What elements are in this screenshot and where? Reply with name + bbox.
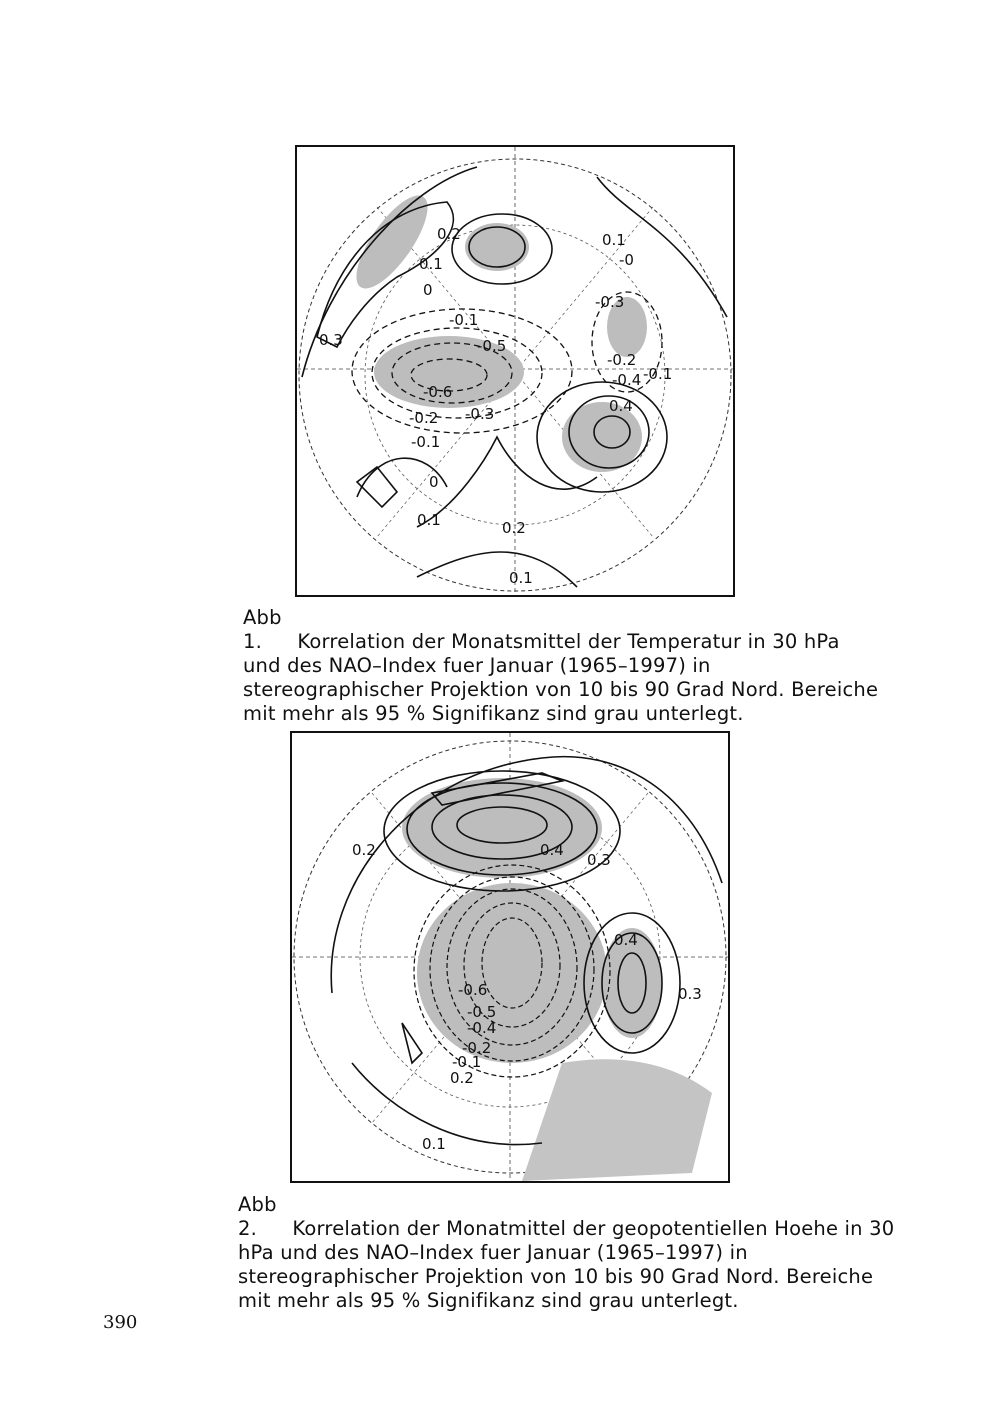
contour-label: -0.5 (467, 1003, 497, 1021)
contour-label: 0.1 (417, 511, 441, 529)
contour-label: -0.1 (411, 433, 441, 451)
figure-2-caption (238, 1193, 898, 1313)
contour-label: -0.2 (462, 1039, 492, 1057)
contour-label: 0 (423, 281, 433, 299)
contour-label: -0.4 (612, 371, 642, 389)
contour-label: -0.2 (409, 409, 439, 427)
contour-label: -0.3 (465, 405, 495, 423)
contour-label: 0 (429, 473, 439, 491)
contour-label: -0.2 (607, 351, 637, 369)
contour-label: 0.4 (614, 931, 638, 949)
contour-label: 0.3 (587, 851, 611, 869)
contour-label: -0.6 (423, 383, 453, 401)
figure-1-caption-text: Korrelation der Monatsmittel der Temperatur in 30 hPa und des NAO–Index fuer Januar (1965–1997) in stereographischer Projektion von 10 bis 90 Grad Nord. Bereiche mit mehr als 95 % Signifikanz sind grau unterlegt. (243, 630, 879, 725)
contour-label: -0.4 (467, 1019, 497, 1037)
page-number: 390 (103, 1312, 138, 1333)
contour-label: -0.5 (477, 337, 507, 355)
contour-label: 0.2 (502, 519, 526, 537)
contour-label: 0.2 (450, 1069, 474, 1087)
contour-label: -0 (619, 251, 634, 269)
contour-label: -0.1 (643, 365, 673, 383)
significance-area (522, 1059, 712, 1181)
significance-area (417, 883, 607, 1063)
polar-stereographic-map-2 (292, 733, 728, 1181)
contour-label: 0.3 (319, 331, 343, 349)
figure-1-caption (243, 606, 883, 726)
significance-area (465, 223, 529, 271)
figure-1-label: Abb 1. (243, 606, 282, 653)
contour-label: 0.1 (419, 255, 443, 273)
contour-label: 0.4 (540, 841, 564, 859)
figure-1-temperature-correlation-map (295, 145, 735, 597)
contour-label: 0.2 (352, 841, 376, 859)
figure-2-label: Abb 2. (238, 1193, 277, 1240)
contour-label: -0.6 (458, 981, 488, 999)
contour-label: 0.1 (602, 231, 626, 249)
contour-label: 0.1 (509, 569, 533, 587)
figure-2-geopotential-correlation-map (290, 731, 730, 1183)
contour-label: 0.1 (422, 1135, 446, 1153)
contour-label: 0.3 (678, 985, 702, 1003)
polar-stereographic-map-1 (297, 147, 733, 595)
contour-label: 0.4 (609, 397, 633, 415)
contour-label: -0.1 (449, 311, 479, 329)
contour-label: -0.1 (452, 1053, 482, 1071)
contour-label: 0.2 (437, 225, 461, 243)
contour-label: -0.3 (595, 293, 625, 311)
figure-2-caption-text: Korrelation der Monatmittel der geopotentiellen Hoehe in 30 hPa und des NAO–Index fuer Januar (1965–1997) in stereographischer Projektion von 10 bis 90 Grad Nord. Bereiche mit mehr als 95 % Signifikanz sind grau unterlegt. (238, 1217, 895, 1312)
